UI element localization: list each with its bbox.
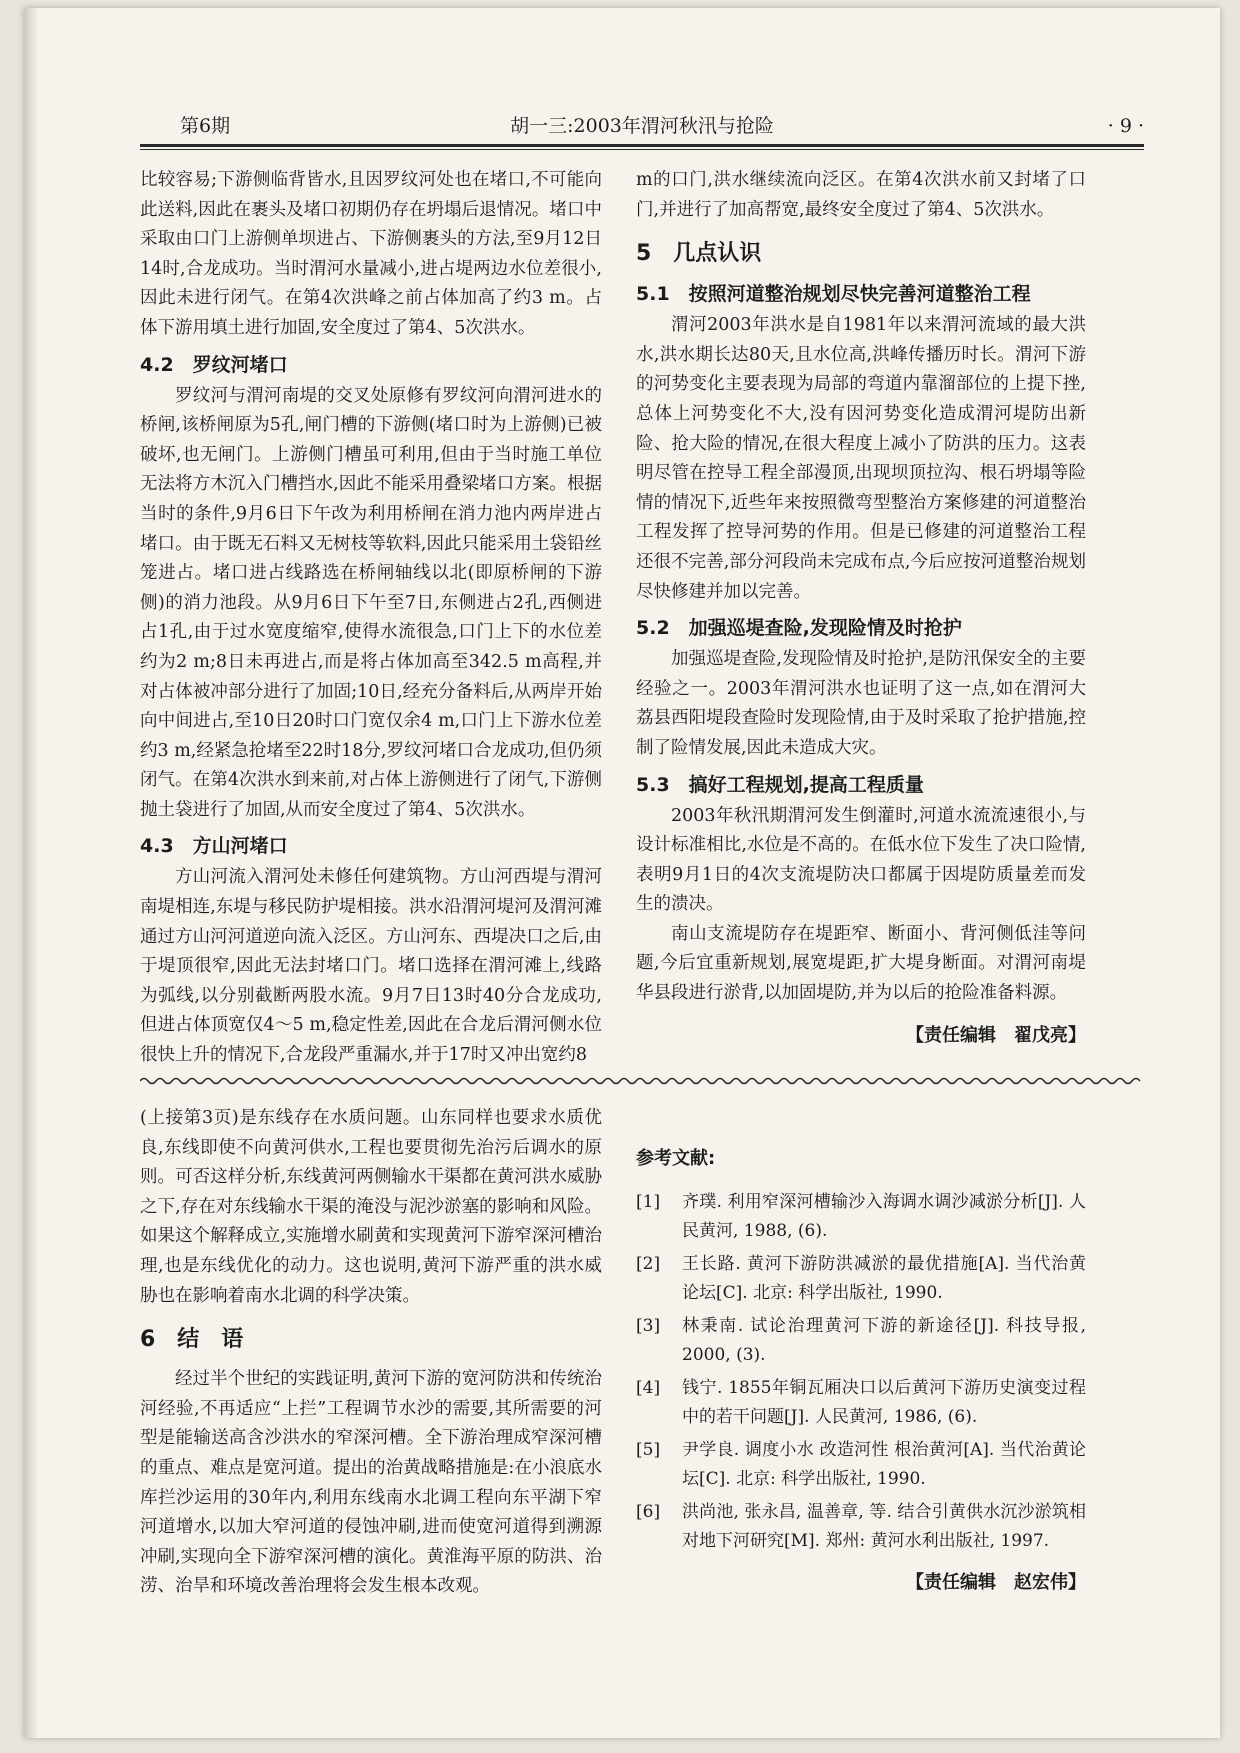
paragraph: 2003年秋汛期渭河发生倒灌时,河道水流流速很小,与设计标准相比,水位是不高的。在低水位下发生了决口险情,表明9月1日的4次支流堤防决口都属于因堤防质量差而发生的溃决。 — [636, 805, 1086, 915]
running-header — [140, 112, 1144, 140]
journal-page — [24, 8, 1220, 1738]
section-heading-4-2: 4.2 罗纹河堵口 — [140, 353, 288, 376]
paragraph: m的口门,洪水继续流向泛区。在第4次洪水前又封堵了口门,并进行了加高帮宽,最终安全度过了第4、5次洪水。 — [636, 170, 1086, 220]
reference-number: [1] — [636, 1191, 661, 1212]
right-column-top — [636, 166, 1086, 1050]
page-number: · 9 · — [1107, 115, 1144, 137]
paragraph: 方山河流入渭河处未修任何建筑物。方山河西堤与渭河南堤相连,东堤与移民防护堤相接。洪水沿渭河堤河及渭河滩通过方山河河道逆向流入泛区。方山河东、西堤决口之后,由于堤顶很窄,因此无法封堵口门。堵口选择在渭河滩上,线路为弧线,以分别截断两股水流。9月7日13时40分合龙成功,但进占体顶宽仅4～5 m,稳定性差,因此在合龙后渭河侧水位很快上升的情况下,合龙段严重漏水,并于17时又冲出宽约8 — [140, 867, 602, 1066]
reference-text: 齐璞. 利用窄深河槽输沙入海调水调沙减淤分析[J]. 人民黄河, 1988, (6). — [682, 1191, 1086, 1241]
references-title: 参考文献: — [636, 1148, 716, 1169]
reference-text: 尹学良. 调度小水 改造河性 根治黄河[A]. 当代治黄论坛[C]. 北京: 科学出版社, 1990. — [682, 1439, 1086, 1489]
paragraph: 罗纹河与渭河南堤的交叉处原修有罗纹河向渭河进水的桥闸,该桥闸原为5孔,闸门槽的下游侧(堵口时为上游侧)已被破坏,也无闸门。上游侧门槽虽可利用,但由于当时施工单位无法将方木沉入门槽挡水,因此不能采用叠梁堵口方案。根据当时的条件,9月6日下午改为利用桥闸在消力池内两岸进占堵口。由于既无石料又无树枝等软料,因此只能采用土袋铅丝笼进占。堵口进占线路选在桥闸轴线以北(即原桥闸的下游侧)的消力池段。从9月6日下午至7日,东侧进占2孔,西侧进占1孔,由于过水宽度缩窄,使得水流很急,口门上下的水位差约为2 m;8日未再进占,而是将占体加高至342.5 m高程,并对占体被冲部分进行了加固;10日,经充分备料后,从两岸开始向中间进占,至10日20时口门宽仅余4 m,口门上下游水位差约3 m,经紧急抢堵至22时18分,罗纹河堵口合龙成功,但仍须闭气。在第4次洪水到来前,对占体上游侧进行了闭气,下游侧抛土袋进行了加固,从而安全度过了第4、5次洪水。 — [140, 385, 603, 820]
paragraph: 比较容易;下游侧临背皆水,且因罗纹河处也在堵口,不可能向此送料,因此在裹头及堵口初期仍存在坍塌后退情况。堵口中采取由口门上游侧单坝进占、下游侧裹头的方法,至9月12日14时,合龙成功。当时渭河水量减小,进占堤两边水位差很小,因此未进行闭气。在第4次洪峰之前占体加高了约3 m。占体下游用填土进行加固,安全度过了第4、5次洪水。 — [140, 170, 602, 338]
paragraph: 经过半个世纪的实践证明,黄河下游的宽河防洪和传统治河经验,不再适应“上拦”工程调节水沙的需要,其所需要的河型是能输送高含沙洪水的窄深河槽。全下游治理成窄深河槽的重点、难点是宽河道。提出的治黄战略措施是:在小浪底水库拦沙运用的30年内,利用东线南水北调工程向东平湖下窄河道增水,以加大窄河道的侵蚀冲刷,进而使宽河道得到溯源冲刷,实现向全下游窄深河槽的演化。黄淮海平原的防洪、治涝、治旱和环境改善治理将会发生根本改观。 — [140, 1369, 602, 1597]
header-rule-thin — [140, 149, 1144, 150]
section-heading-5: 5 几点认识 — [636, 241, 762, 267]
paragraph: 渭河2003年洪水是自1981年以来渭河流域的最大洪水,洪水期长达80天,且水位高,洪峰传播历时长。渭河下游的河势变化主要表现为局部的弯道内靠溜部位的上提下挫,总体上河势变化不大,没有因河势变化造成渭河堤防出新险、抢大险的情况,在很大程度上减小了防洪的压力。这表明尽管在控导工程全部漫顶,出现坝顶拉沟、根石坍塌等险情的情况下,近些年来按照微弯型整治方案修建的河道整治工程发挥了控导河势的作用。但是已修建的河道整治工程还很不完善,部分河段尚未完成布点,今后应按河道整治规划尽快修建并加以完善。 — [636, 315, 1086, 602]
section-heading-6: 6 结 语 — [140, 1327, 244, 1353]
reference-number: [4] — [636, 1377, 661, 1398]
reference-item — [636, 1436, 1086, 1494]
section-heading-5-3: 5.3 搞好工程规划,提高工程质量 — [636, 773, 924, 796]
responsible-editor: 【责任编辑 翟戊亮】 — [906, 1024, 1086, 1046]
reference-text: 王长路. 黄河下游防洪减淤的最优措施[A]. 当代治黄论坛[C]. 北京: 科学出版社, 1990. — [682, 1253, 1086, 1303]
reference-item — [636, 1498, 1086, 1556]
reference-text: 洪尚池, 张永昌, 温善章, 等. 结合引黄供水沉沙淤筑相对地下河研究[M]. 郑州: 黄河水利出版社, 1997. — [682, 1501, 1086, 1551]
references — [636, 1140, 1086, 1597]
reference-item — [636, 1374, 1086, 1432]
responsible-editor: 【责任编辑 赵宏伟】 — [906, 1571, 1086, 1593]
reference-item — [636, 1188, 1086, 1246]
reference-item — [636, 1250, 1086, 1308]
reference-item — [636, 1312, 1086, 1370]
running-title: 胡一三:2003年渭河秋汛与抢险 — [510, 115, 774, 137]
header-rule — [140, 144, 1144, 147]
reference-number: [2] — [636, 1253, 661, 1274]
paragraph: 南山支流堤防存在堤距窄、断面小、背河侧低洼等问题,今后宜重新规划,展宽堤距,扩大堤身断面。对渭河南堤华县段进行淤背,以加固堤防,并为以后的抢险准备料源。 — [636, 923, 1086, 1004]
reference-text: 林秉南. 试论治理黄河下游的新途径[J]. 科技导报, 2000, (3). — [682, 1315, 1086, 1365]
left-column-bottom — [140, 1104, 602, 1602]
paragraph: (上接第3页)是东线存在水质问题。山东同样也要求水质优良,东线即使不向黄河供水,工程也要贯彻先治污后调水的原则。可否这样分析,东线黄河两侧输水干渠都在黄河洪水威胁之下,存在对东线输水干渠的淹没与泥沙淤塞的影响和风险。如果这个解释成立,实施增水刷黄和实现黄河下游窄深河槽治理,也是东线优化的动力。这也说明,黄河下游严重的洪水威胁也在影响着南水北调的科学决策。 — [140, 1108, 602, 1306]
paragraph: 加强巡堤查险,发现险情及时抢护,是防汛保安全的主要经验之一。2003年渭河洪水也证明了这一点,如在渭河大荔县西阳堤段查险时发现险情,由于及时采取了抢护措施,控制了险情发展,因此未造成大灾。 — [636, 649, 1086, 758]
wavy-divider — [140, 1076, 1144, 1086]
section-heading-5-1: 5.1 按照河道整治规划尽快完善河道整治工程 — [636, 283, 1031, 306]
section-heading-4-3: 4.3 方山河堵口 — [140, 835, 288, 858]
issue-label: 第6期 — [180, 115, 231, 137]
reference-number: [3] — [636, 1315, 661, 1336]
scan-edge — [24, 8, 38, 1738]
reference-number: [6] — [636, 1501, 661, 1522]
reference-text: 钱宁. 1855年铜瓦厢决口以后黄河下游历史演变过程中的若干问题[J]. 人民黄河, 1986, (6). — [682, 1377, 1086, 1427]
reference-number: [5] — [636, 1439, 661, 1460]
left-column-top — [140, 166, 602, 1071]
section-heading-5-2: 5.2 加强巡堤查险,发现险情及时抢护 — [636, 617, 962, 640]
